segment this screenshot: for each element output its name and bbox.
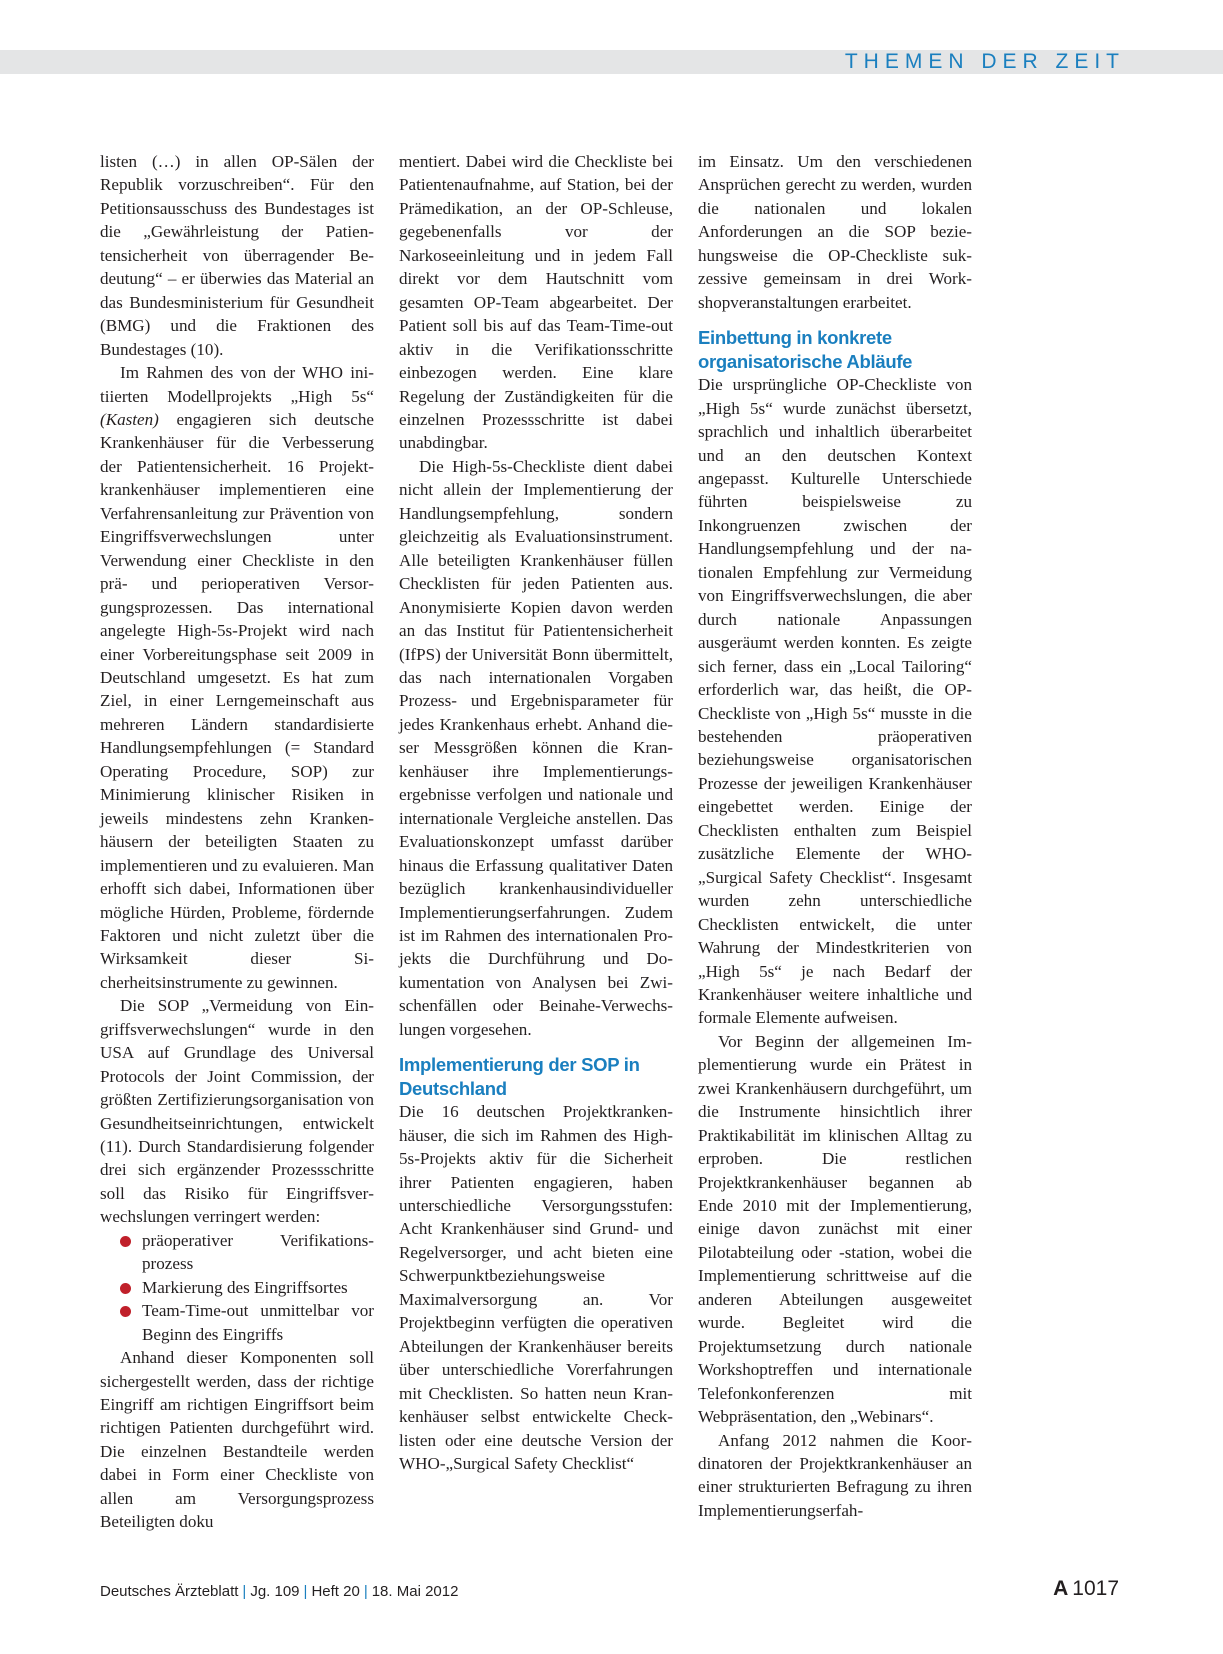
bullet-list: [100, 1229, 374, 1346]
paragraph: Die 16 deutschen Projektkrankenhäuser, die sich im Rahmen des High-5s-Projekts aktiv für die Sicherheit ihrer Patienten engagieren, haben unterschiedliche Versorgungsstufen: Acht Krankenhäuser sind Grund- und Regelversorger, und acht bieten eine Schwerpunktbeziehungsweise Maximalversorgung an. Vor Projektbeginn verfügten die operativen Abteilungen der Krankenhäuser bereits über unterschiedliche Vorerfahrungen mit Checklisten. So hatten neun Krankenhäuser selbst entwickelte Checklisten oder eine deutsche Version der WHO-„Surgical Safety Checklist“: [399, 1102, 673, 1474]
list-item: [100, 1299, 374, 1346]
text-run: Im Rahmen des von der WHO initiierten Modellprojekts „High 5s“: [100, 363, 374, 406]
footer-citation: [100, 1582, 458, 1602]
list-item: [100, 1276, 374, 1299]
issue-date: 18. Mai 2012: [371, 1583, 459, 1600]
volume: Jg. 109: [250, 1583, 300, 1600]
column-3: [698, 150, 972, 1522]
bullet-icon: [120, 1306, 131, 1317]
paragraph: Anhand dieser Komponenten soll sichergestellt werden, dass der richtige Eingriff am richtigen Eingriffsort beim richtigen Patienten durchgeführt wird. Die einzelnen Bestandteile werden dabei in Form einer Checkliste von allen am Versorgungsprozess Beteiligten doku: [100, 1348, 374, 1532]
paragraph: im Einsatz. Um den verschiedenen Ansprüchen gerecht zu werden, wurden die nationalen und lokalen Anforderungen an die SOP beziehungsweise die OP-Checkliste sukzessive gemeinsam in drei Workshopveranstaltungen erarbeitet.: [698, 152, 972, 312]
journal-name: Deutsches Ärzteblatt: [100, 1583, 239, 1600]
page-number-value: 1017: [1072, 1577, 1119, 1600]
text-run: engagieren sich deutsche Krankenhäuser für die Verbesserung der Patientensicherheit. 16 Projektkrankenhäuser implementieren eine Verfahrensanleitung zur Prävention von Eingriffsverwechslungen unter Verwendung einer Checkliste in den prä- und perioperativen Versorgungsprozessen. Das international angelegte High-5s-Projekt wird nach einer Vorbereitungsphase seit 2009 in Deutschland umgesetzt. Es hat zum Ziel, in einer Lerngemeinschaft aus mehreren Ländern standardisierte Handlungsempfehlungen (= Standard Operating Procedure, SOP) zur Minimierung klinischer Risiken in jeweils mindestens zehn Krankenhäusern der beteiligten Staaten zu implementieren und zu evaluieren. Man erhofft sich dabei, Informationen über mögliche Hürden, Probleme, fördernde Faktoren und nicht zuletzt über die Wirksamkeit dieser Sicherheitsinstrumente zu gewinnen.: [100, 409, 374, 992]
separator: |: [363, 1583, 368, 1600]
paragraph: [100, 361, 374, 994]
issue: Heft 20: [311, 1583, 360, 1600]
separator: |: [242, 1583, 247, 1600]
paragraph: Die High-5s-Checkliste dient dabei nicht allein der Implementierung der Handlungsempfehlung, sondern gleichzeitig als Evaluationsinstrument. Alle beteiligten Krankenhäuser füllen Checklisten für jeden Patienten aus. Anonymisierte Kopien davon werden an das Institut für Patientensicherheit (IfPS) der Universität Bonn übermittelt, das nach internationalen Vorgaben Prozess- und Ergebnisparameter für jedes Krankenhaus erhebt. Anhand dieser Messgrößen können die Krankenhäuser ihre Implementierungsergebnisse verfolgen und nationale und internationale Vergleiche anstellen. Das Evaluationskonzept umfasst darüber hinaus die Erfassung qualitativer Daten bezüglich krankenhausindividueller Implementierungserfahrungen. Zudem ist im Rahmen des internationalen Projekts die Durchführung und Dokumentation von Analysen bei Zwischenfällen oder Beinahe-Verwechslungen vorgesehen.: [399, 456, 673, 1039]
list-item-text: Team-Time-out unmittelbar vor Beginn des Eingriffs: [142, 1301, 374, 1344]
page-prefix: A: [1053, 1577, 1069, 1600]
column-1: [100, 150, 374, 1534]
section-title: THEMEN DER ZEIT: [844, 50, 1125, 73]
paragraph: listen (…) in allen OP-Sälen der Republik vorzuschreiben“. Für den Petitionsausschuss des Bundestages ist die „Gewährleistung der Patientensicherheit von überragender Bedeutung“ – er überwies das Material an das Bundesministerium für Gesundheit (BMG) und die Fraktionen des Bundestages (10).: [100, 152, 374, 359]
paragraph: Anfang 2012 nahmen die Koordinatoren der Projektkrankenhäuser an einer strukturierten Befragung zu ihren Implementierungserfah-: [698, 1430, 972, 1520]
list-item-text: präoperativer Verifikationsprozess: [142, 1230, 374, 1274]
paragraph: Die SOP „Vermeidung von Eingriffsverwechslungen“ wurde in den USA auf Grundlage des Universal Protocols der Joint Commission, der größten Zertifizierungsorganisation von Gesundheitseinrichtungen, entwickelt (11). Durch Standardisierung folgender drei sich ergänzender Prozessschritte soll das Risiko für Eingriffsverwechslungen verringert werden:: [100, 996, 374, 1227]
list-item: [100, 1229, 374, 1276]
paragraph: Vor Beginn der allgemeinen Implementierung wurde ein Prätest in zwei Krankenhäusern durchgeführt, um die Instrumente hinsichtlich ihrer Praktikabilität im klinischen Alltag zu erproben. Die restlichen Projektkrankenhäuser begannen ab Ende 2010 mit der Implementierung, einige davon zunächst mit einer Pilotabteilung oder -station, wobei die Implementierung schrittweise auf die anderen Abteilungen ausgeweitet wurde. Begleitet wird die Projektumsetzung durch nationale Workshoptreffen und internationale Telefonkonferenzen mit Webpräsentation, den „Webinars“.: [698, 1031, 972, 1427]
section-heading: Implementierung der SOP in Deutschland: [399, 1054, 640, 1099]
column-2: [399, 150, 673, 1475]
section-heading: Einbettung in konkrete organisatorische Abläufe: [698, 327, 913, 372]
separator: |: [303, 1583, 308, 1600]
paragraph: Die ursprüngliche OP-Checkliste von „High 5s“ wurde zunächst übersetzt, sprachlich und inhaltlich überarbeitet und an den deutschen Kontext angepasst. Kulturelle Unterschiede führten beispielsweise zu Inkongruenzen zwischen der Handlungsempfehlung und der nationalen Empfehlung zur Vermeidung von Eingriffsverwechslungen, die aber durch nationale Anpassungen ausgeräumt werden konnten. Es zeigte sich ferner, dass ein „Local Tailoring“ erforderlich war, das heißt, die OP-Checkliste von „High 5s“ musste in die bestehenden präoperativen beziehungsweise organisatorischen Prozesse der jeweiligen Krankenhäuser eingebettet werden. Einige der Checklisten enthalten zum Beispiel zusätzliche Elemente der WHO-„Surgical Safety Checklist“. Insgesamt wurden zehn unterschiedliche Checklisten entwickelt, die unter Wahrung der Mindestkriterien von „High 5s“ je nach Bedarf der Krankenhäuser weitere inhaltliche und formale Elemente aufweisen.: [698, 375, 972, 1028]
list-item-text: Markierung des Eingriffsortes: [142, 1277, 348, 1297]
bullet-icon: [120, 1236, 131, 1247]
paragraph: mentiert. Dabei wird die Checkliste bei Patientenaufnahme, auf Station, bei der Prämedikation, an der OP-Schleuse, gegebenenfalls vor der Narkoseeinleitung und in jedem Fall direkt vor dem Hautschnitt vom gesamten OP-Team abgearbeitet. Der Patient soll bis auf das Team-Time-out aktiv in die Verifikationsschritte einbezogen werden. Eine klare Regelung der Zuständigkeiten für die einzelnen Prozessschritte ist dabei unabdingbar.: [399, 152, 673, 453]
text-run-italic: (Kasten): [100, 409, 159, 429]
page-number: [1053, 1576, 1119, 1602]
bullet-icon: [120, 1283, 131, 1294]
